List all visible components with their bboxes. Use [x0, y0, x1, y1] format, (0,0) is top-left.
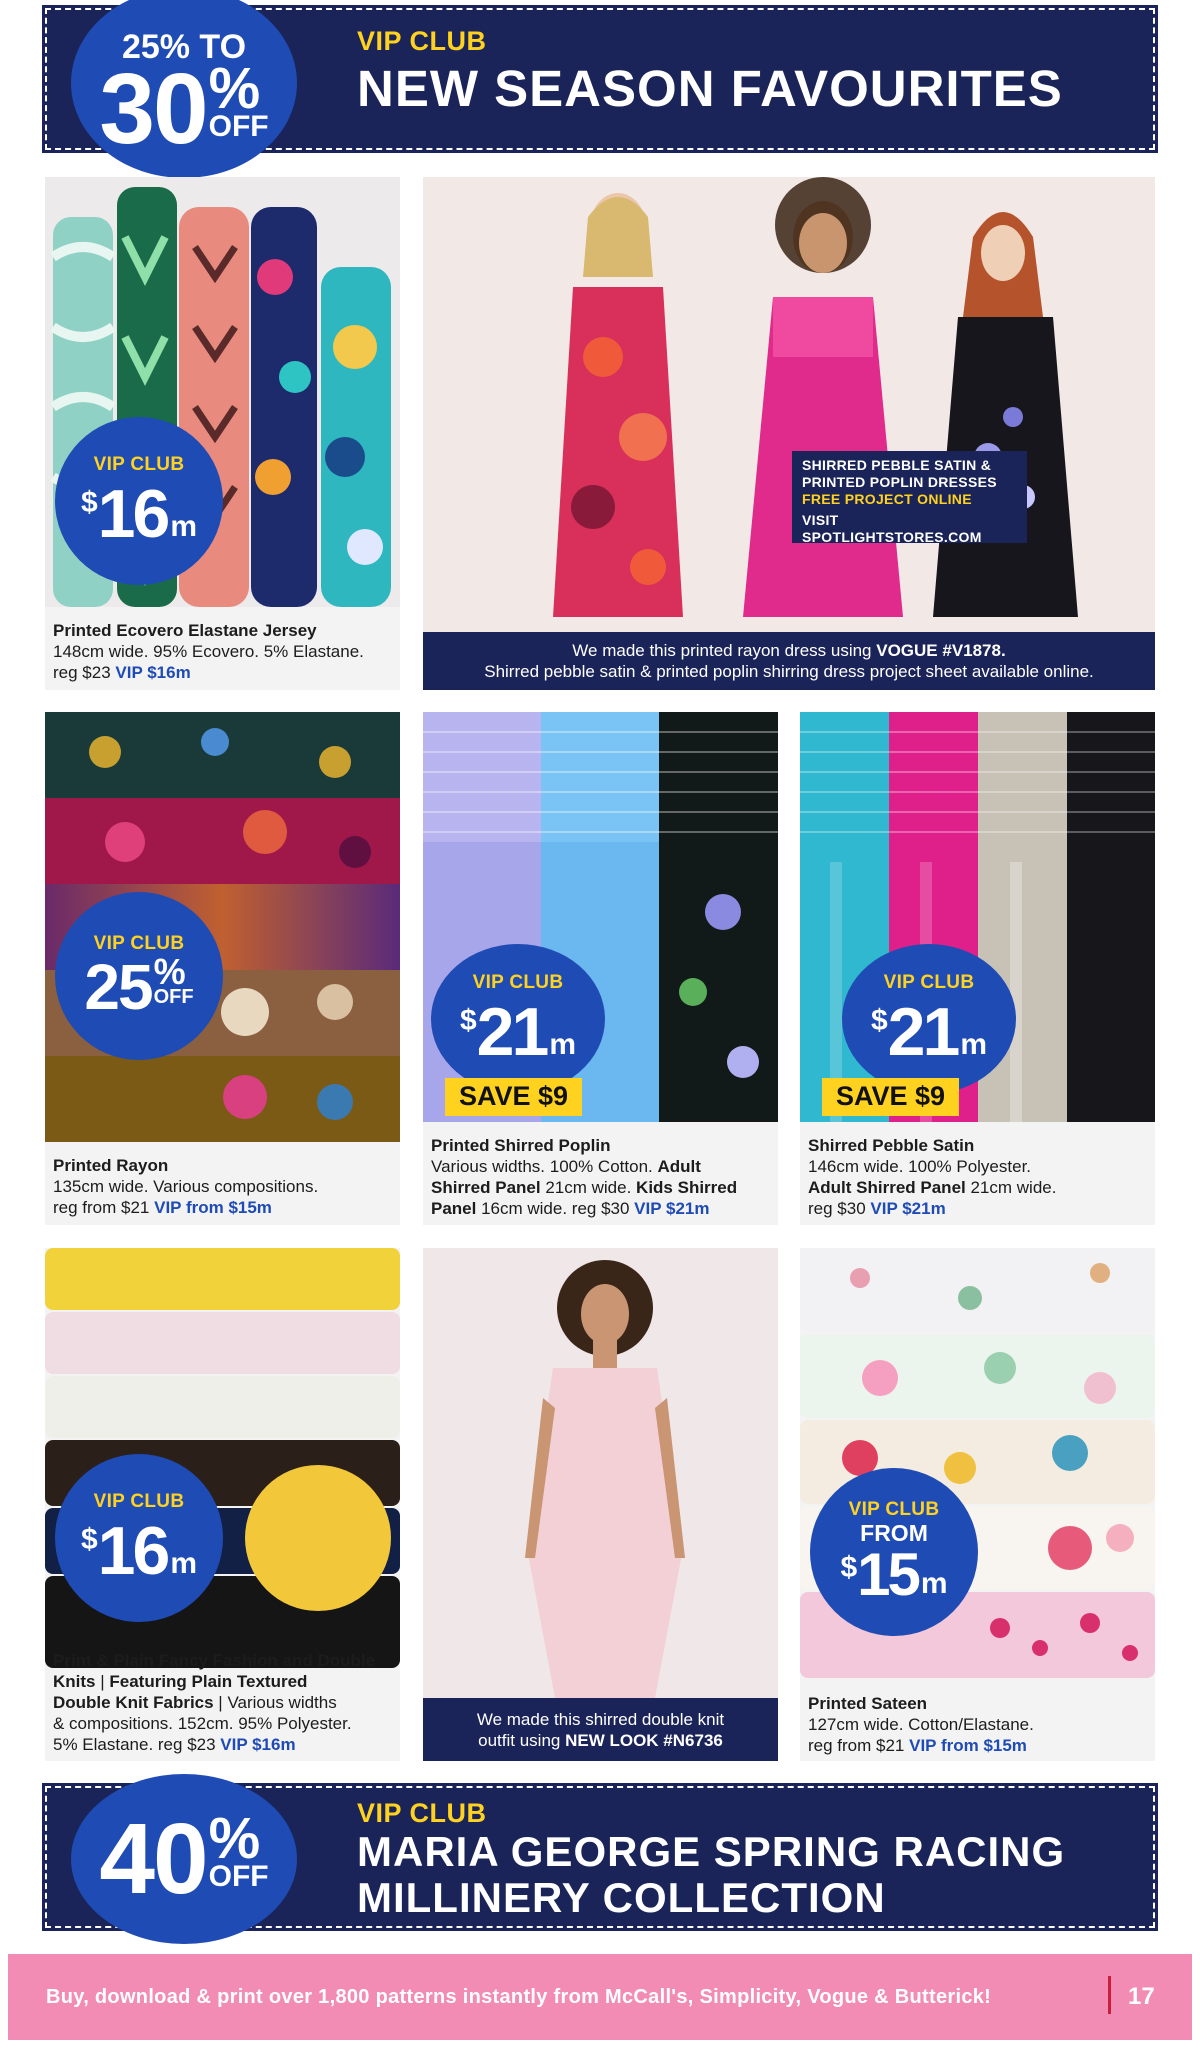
pattern-code: NEW LOOK #N6736 — [565, 1730, 723, 1750]
product-composition: & compositions. 152cm. 95% Polyester. — [53, 1714, 352, 1733]
discount-circle — [71, 1774, 297, 1944]
product-description — [53, 1155, 393, 1218]
vip-club-label: VIP CLUB — [357, 26, 487, 56]
caption-line-2: Shirred pebble satin & printed poplin shirring dress project sheet available online. — [484, 662, 1094, 681]
badge-price — [840, 1540, 948, 1608]
badge-vip-label: VIP CLUB — [93, 453, 185, 475]
vip-price: VIP $21m — [870, 1199, 946, 1218]
bottom-promo-banner — [45, 1786, 1155, 1928]
badge-price — [80, 475, 197, 552]
models-dresses-image — [423, 177, 1155, 632]
currency-symbol: $ — [80, 1522, 98, 1556]
price-value: 21 — [887, 993, 958, 1070]
save-tag: SAVE $9 — [822, 1078, 959, 1116]
currency-symbol: $ — [80, 485, 98, 519]
page-number: 17 — [1128, 1983, 1155, 2010]
product-specs: 135cm wide. Various compositions. — [53, 1177, 319, 1196]
badge-price — [870, 993, 987, 1070]
percent-symbol: % — [208, 1806, 261, 1871]
panel-width: 21cm wide. — [965, 1178, 1057, 1197]
price-unit: m — [549, 1027, 576, 1061]
currency-symbol: $ — [840, 1550, 858, 1584]
percent-symbol: % — [208, 56, 261, 121]
product-description — [53, 1650, 398, 1755]
project-line-1: SHIRRED PEBBLE SATIN & — [802, 457, 992, 473]
top-promo-banner — [45, 8, 1155, 165]
currency-symbol: $ — [459, 1003, 477, 1037]
product-name: Printed Ecovero Elastane Jersey — [53, 621, 317, 640]
model-outfit-image — [423, 1248, 778, 1698]
kids-label: Kids Shirred — [636, 1178, 738, 1197]
product-card-satin[interactable] — [800, 712, 1155, 1225]
price-unit: m — [170, 1546, 197, 1580]
project-line-2: PRINTED POPLIN DRESSES — [802, 474, 997, 490]
price-value: 16 — [97, 475, 168, 552]
price-badge — [55, 1454, 223, 1622]
discount-number: 30 — [99, 53, 207, 165]
panel-label: Panel — [431, 1199, 477, 1218]
panel-width: 21cm wide. — [540, 1178, 637, 1197]
product-specs: | Various widths — [213, 1693, 337, 1712]
badge-vip-label: VIP CLUB — [472, 971, 564, 993]
caption-line-1: We made this shirred double knit — [476, 1709, 725, 1729]
price-value: 16 — [97, 1512, 168, 1589]
pattern-code: VOGUE #V1878. — [876, 641, 1006, 660]
price-value: 21 — [476, 993, 547, 1070]
featuring-label: Featuring Plain Textured — [109, 1672, 308, 1691]
vip-price: VIP from $15m — [154, 1198, 272, 1217]
product-name: Print & Plain Fancy Fashion and Double — [53, 1651, 376, 1670]
vip-club-label: VIP CLUB — [357, 1798, 487, 1828]
footer-divider — [1108, 1976, 1111, 2014]
feature-outfit[interactable] — [423, 1248, 778, 1761]
dress-caption — [423, 632, 1155, 690]
caption-text: We made this printed rayon dress using — [572, 641, 877, 660]
adult-panel-label: Adult Shirred Panel — [808, 1178, 966, 1197]
outfit-caption — [423, 1698, 778, 1761]
product-card-sateen[interactable] — [800, 1248, 1155, 1761]
vip-price: VIP from $15m — [909, 1736, 1027, 1755]
product-specs: 148cm wide. 95% Ecovero. 5% Elastane. — [53, 642, 364, 661]
price-unit: m — [170, 509, 197, 543]
product-card-ecovero[interactable] — [45, 177, 400, 690]
badge-price — [459, 993, 576, 1070]
website-link[interactable]: VISIT SPOTLIGHTSTORES.COM — [802, 512, 982, 545]
discount-prefix: 25% TO — [121, 28, 247, 66]
regular-price: reg $23 — [53, 663, 111, 682]
product-specs: 127cm wide. Cotton/Elastane. — [808, 1715, 1034, 1734]
product-description — [431, 1135, 776, 1219]
product-card-knits[interactable] — [45, 1248, 400, 1761]
discount-badge — [55, 892, 223, 1060]
badge-vip-label: VIP CLUB — [883, 971, 975, 993]
product-name: Printed Shirred Poplin — [431, 1136, 611, 1155]
off-label: OFF — [153, 985, 194, 1008]
product-card-rayon[interactable] — [45, 712, 400, 1225]
product-specs: Various widths. 100% Cotton. — [431, 1157, 658, 1176]
badge-price — [80, 1512, 197, 1589]
footer-bar — [8, 1954, 1192, 2040]
price-unit: m — [960, 1027, 987, 1061]
currency-symbol: $ — [870, 1003, 888, 1037]
banner-title-line-2: MILLINERY COLLECTION — [357, 1874, 886, 1921]
vip-price: VIP $16m — [220, 1735, 296, 1754]
price-value: 15 — [857, 1540, 918, 1608]
price-badge — [810, 1468, 978, 1636]
product-name: Shirred Pebble Satin — [808, 1136, 975, 1155]
off-label: OFF — [208, 110, 269, 144]
product-name: Printed Sateen — [808, 1694, 928, 1713]
badge-vip-label: VIP CLUB — [848, 1498, 940, 1520]
feature-dresses[interactable] — [423, 177, 1155, 690]
from-label: FROM — [860, 1519, 928, 1546]
double-knit-label: Double Knit Fabrics — [53, 1693, 214, 1712]
regular-price: 16cm wide. reg $30 — [476, 1199, 635, 1218]
discount-number: 25 — [84, 951, 152, 1024]
price-badge — [431, 944, 605, 1094]
shirred-panel-label: Shirred Panel — [431, 1178, 541, 1197]
separator: | — [95, 1672, 110, 1691]
product-description — [53, 620, 393, 683]
percent-symbol: % — [153, 951, 186, 993]
banner-title: NEW SEASON FAVOURITES — [357, 60, 1063, 117]
product-name: Printed Rayon — [53, 1156, 169, 1175]
product-description — [808, 1135, 1153, 1219]
product-card-poplin[interactable] — [423, 712, 778, 1225]
regular-price: 5% Elastane. reg $23 — [53, 1735, 221, 1754]
adult-label: Adult — [657, 1157, 701, 1176]
banner-title-line-1: MARIA GEORGE SPRING RACING — [357, 1828, 1066, 1875]
discount-circle — [71, 0, 297, 178]
discount-number: 40 — [99, 1803, 207, 1915]
product-specs: 146cm wide. 100% Polyester. — [808, 1157, 1032, 1176]
badge-vip-label: VIP CLUB — [93, 1490, 185, 1512]
save-tag: SAVE $9 — [445, 1078, 582, 1116]
product-name-knits: Knits — [53, 1672, 96, 1691]
footer-text[interactable]: Buy, download & print over 1,800 patterns instantly from McCall's, Simplicity, Vogue & Butterick! — [46, 1985, 992, 2008]
price-badge — [842, 944, 1016, 1094]
regular-price: reg from $21 — [53, 1198, 150, 1217]
free-project-label: FREE PROJECT ONLINE — [802, 491, 972, 507]
product-description — [808, 1693, 1153, 1756]
badge-vip-label: VIP CLUB — [93, 933, 185, 955]
regular-price: reg from $21 — [808, 1736, 905, 1755]
free-project-box[interactable] — [792, 451, 1027, 543]
off-label: OFF — [208, 1860, 269, 1894]
caption-text: outfit using — [478, 1730, 566, 1750]
vip-price: VIP $16m — [115, 663, 191, 682]
price-unit: m — [920, 1566, 948, 1600]
vip-price: VIP $21m — [634, 1199, 710, 1218]
price-badge — [55, 417, 223, 585]
regular-price: reg $30 — [808, 1199, 866, 1218]
